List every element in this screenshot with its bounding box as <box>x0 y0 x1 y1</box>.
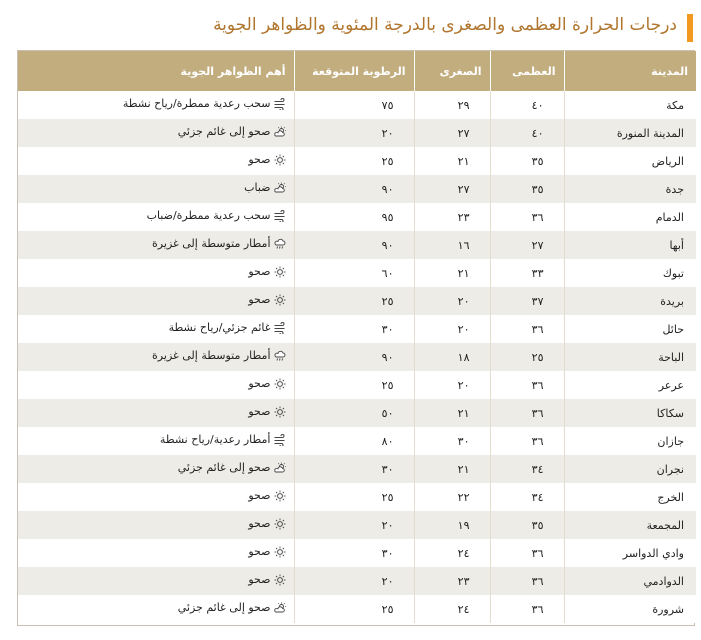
cell-min: ٢٣ <box>414 567 490 595</box>
table-row <box>18 119 696 147</box>
cell-max: ٣٥ <box>490 175 564 203</box>
cell-city: المجمعة <box>564 511 696 539</box>
cell-min: ١٨ <box>414 343 490 371</box>
cell-humidity: ٣٠ <box>294 315 414 343</box>
cell-min: ٢٧ <box>414 119 490 147</box>
cell-max: ٣٣ <box>490 259 564 287</box>
cell-max: ٣٦ <box>490 371 564 399</box>
cell-max: ٤٠ <box>490 119 564 147</box>
cell-weather <box>18 147 294 175</box>
rain-cloud-icon <box>274 238 286 250</box>
cell-max: ٣٥ <box>490 147 564 175</box>
weather-text: صحو <box>248 293 271 307</box>
header-max: العظمى <box>490 51 564 91</box>
cell-max: ٣٦ <box>490 203 564 231</box>
table-row <box>18 259 696 287</box>
sun-icon <box>274 574 286 586</box>
cell-city: مكة <box>564 91 696 119</box>
wind-icon <box>274 98 286 110</box>
sun-cloud-icon <box>274 462 286 474</box>
weather-table-container <box>17 50 695 626</box>
sun-icon <box>274 406 286 418</box>
weather-text: صحو <box>248 545 271 559</box>
weather-text: صحو <box>248 573 271 587</box>
table-row <box>18 511 696 539</box>
table-row <box>18 147 696 175</box>
table-row <box>18 203 696 231</box>
header-weather: أهم الظواهر الجوية <box>18 51 294 91</box>
weather-text: غائم جزئي/رياح نشطة <box>168 321 271 335</box>
page-title: درجات الحرارة العظمى والصغرى بالدرجة المئوية والظواهر الجوية <box>213 15 677 35</box>
cell-max: ٣٦ <box>490 539 564 567</box>
cell-max: ٣٦ <box>490 567 564 595</box>
table-row <box>18 567 696 595</box>
cell-city: سكاكا <box>564 399 696 427</box>
cell-max: ٢٥ <box>490 343 564 371</box>
cell-weather <box>18 91 294 119</box>
cell-humidity: ٨٠ <box>294 427 414 455</box>
cell-weather <box>18 231 294 259</box>
cell-city: المدينة المنورة <box>564 119 696 147</box>
sun-icon <box>274 518 286 530</box>
table-header-row <box>18 51 696 91</box>
cell-city: شرورة <box>564 595 696 623</box>
rain-cloud-icon <box>274 350 286 362</box>
cell-city: الدوادمي <box>564 567 696 595</box>
weather-text: صحو إلى غائم جزئي <box>177 601 271 615</box>
cell-max: ٣٤ <box>490 455 564 483</box>
cell-humidity: ٧٥ <box>294 91 414 119</box>
cell-min: ٣٠ <box>414 427 490 455</box>
header-min: الصغرى <box>414 51 490 91</box>
cell-city: وادي الدواسر <box>564 539 696 567</box>
cell-humidity: ٢٠ <box>294 119 414 147</box>
cell-min: ٢١ <box>414 455 490 483</box>
cell-min: ٢٠ <box>414 287 490 315</box>
cell-humidity: ٢٥ <box>294 483 414 511</box>
cell-weather <box>18 343 294 371</box>
cell-min: ٢٠ <box>414 371 490 399</box>
sun-icon <box>274 266 286 278</box>
cell-humidity: ٢٠ <box>294 567 414 595</box>
wind-icon <box>274 322 286 334</box>
header-humidity: الرطوبة المتوقعة <box>294 51 414 91</box>
sun-cloud-icon <box>274 602 286 614</box>
weather-text: ضباب <box>244 181 271 195</box>
cell-city: الرياض <box>564 147 696 175</box>
header-city: المدينة <box>564 51 696 91</box>
page-header <box>8 12 693 42</box>
cell-weather <box>18 399 294 427</box>
title-accent-bar <box>687 14 693 42</box>
cell-weather <box>18 287 294 315</box>
table-row <box>18 539 696 567</box>
wind-icon <box>274 210 286 222</box>
cell-city: نجران <box>564 455 696 483</box>
cell-humidity: ٢٥ <box>294 371 414 399</box>
cell-weather <box>18 511 294 539</box>
cell-min: ٢١ <box>414 399 490 427</box>
cell-humidity: ٢٥ <box>294 595 414 623</box>
cell-max: ٣٦ <box>490 595 564 623</box>
cell-max: ٣٤ <box>490 483 564 511</box>
cell-city: حائل <box>564 315 696 343</box>
cell-weather <box>18 567 294 595</box>
cell-city: أبها <box>564 231 696 259</box>
sun-icon <box>274 490 286 502</box>
sun-icon <box>274 546 286 558</box>
cell-city: بريدة <box>564 287 696 315</box>
cell-weather <box>18 203 294 231</box>
cell-humidity: ٣٠ <box>294 539 414 567</box>
cell-min: ٢٢ <box>414 483 490 511</box>
cell-weather <box>18 259 294 287</box>
cell-max: ٣٦ <box>490 399 564 427</box>
cell-max: ٣٦ <box>490 315 564 343</box>
cell-weather <box>18 595 294 623</box>
cell-min: ٢٣ <box>414 203 490 231</box>
table-row <box>18 455 696 483</box>
table-row <box>18 175 696 203</box>
weather-text: أمطار متوسطة إلى غزيرة <box>152 237 271 251</box>
cell-city: جدة <box>564 175 696 203</box>
table-row <box>18 231 696 259</box>
sun-icon <box>274 154 286 166</box>
cell-weather <box>18 455 294 483</box>
cell-humidity: ٢٠ <box>294 511 414 539</box>
sun-icon <box>274 378 286 390</box>
cell-weather <box>18 371 294 399</box>
cell-humidity: ٢٥ <box>294 287 414 315</box>
cell-min: ٢٤ <box>414 595 490 623</box>
cell-humidity: ٩٠ <box>294 175 414 203</box>
weather-text: سحب رعدية ممطرة/رياح نشطة <box>122 97 271 111</box>
cell-humidity: ٢٥ <box>294 147 414 175</box>
cell-humidity: ٩٠ <box>294 343 414 371</box>
weather-text: أمطار رعدية/رياح نشطة <box>159 433 271 447</box>
cell-weather <box>18 483 294 511</box>
cell-min: ٢٩ <box>414 91 490 119</box>
cell-city: عرعر <box>564 371 696 399</box>
cell-min: ٢١ <box>414 259 490 287</box>
cell-min: ٢٤ <box>414 539 490 567</box>
cell-max: ٣٥ <box>490 511 564 539</box>
cell-humidity: ٩٠ <box>294 231 414 259</box>
cell-min: ٢٧ <box>414 175 490 203</box>
table-row <box>18 343 696 371</box>
weather-text: صحو إلى غائم جزئي <box>177 461 271 475</box>
table-row <box>18 287 696 315</box>
cell-max: ٣٦ <box>490 427 564 455</box>
cell-max: ٤٠ <box>490 91 564 119</box>
cell-weather <box>18 175 294 203</box>
cell-humidity: ٦٠ <box>294 259 414 287</box>
weather-text: صحو <box>248 517 271 531</box>
cell-weather <box>18 119 294 147</box>
sun-icon <box>274 294 286 306</box>
table-row <box>18 483 696 511</box>
weather-text: سحب رعدية ممطرة/ضباب <box>146 209 271 223</box>
cell-max: ٢٧ <box>490 231 564 259</box>
cell-city: الخرج <box>564 483 696 511</box>
cell-weather <box>18 539 294 567</box>
table-row <box>18 91 696 119</box>
weather-text: صحو <box>248 489 271 503</box>
cell-min: ١٩ <box>414 511 490 539</box>
cell-city: جازان <box>564 427 696 455</box>
weather-text: صحو <box>248 377 271 391</box>
wind-icon <box>274 434 286 446</box>
table-row <box>18 315 696 343</box>
cell-weather <box>18 315 294 343</box>
cell-weather <box>18 427 294 455</box>
cell-max: ٣٧ <box>490 287 564 315</box>
weather-text: أمطار متوسطة إلى غزيرة <box>152 349 271 363</box>
weather-text: صحو <box>248 405 271 419</box>
table-row <box>18 427 696 455</box>
table-row <box>18 371 696 399</box>
weather-text: صحو <box>248 265 271 279</box>
weather-text: صحو إلى غائم جزئي <box>177 125 271 139</box>
table-body <box>18 91 696 623</box>
sun-cloud-icon <box>274 182 286 194</box>
cell-min: ٢١ <box>414 147 490 175</box>
cell-city: تبوك <box>564 259 696 287</box>
cell-city: الباحة <box>564 343 696 371</box>
weather-text: صحو <box>248 153 271 167</box>
weather-table <box>18 51 696 623</box>
cell-city: الدمام <box>564 203 696 231</box>
table-row <box>18 595 696 623</box>
cell-humidity: ٩٥ <box>294 203 414 231</box>
sun-cloud-icon <box>274 126 286 138</box>
cell-humidity: ٥٠ <box>294 399 414 427</box>
cell-min: ٢٠ <box>414 315 490 343</box>
table-row <box>18 399 696 427</box>
cell-min: ١٦ <box>414 231 490 259</box>
cell-humidity: ٣٠ <box>294 455 414 483</box>
